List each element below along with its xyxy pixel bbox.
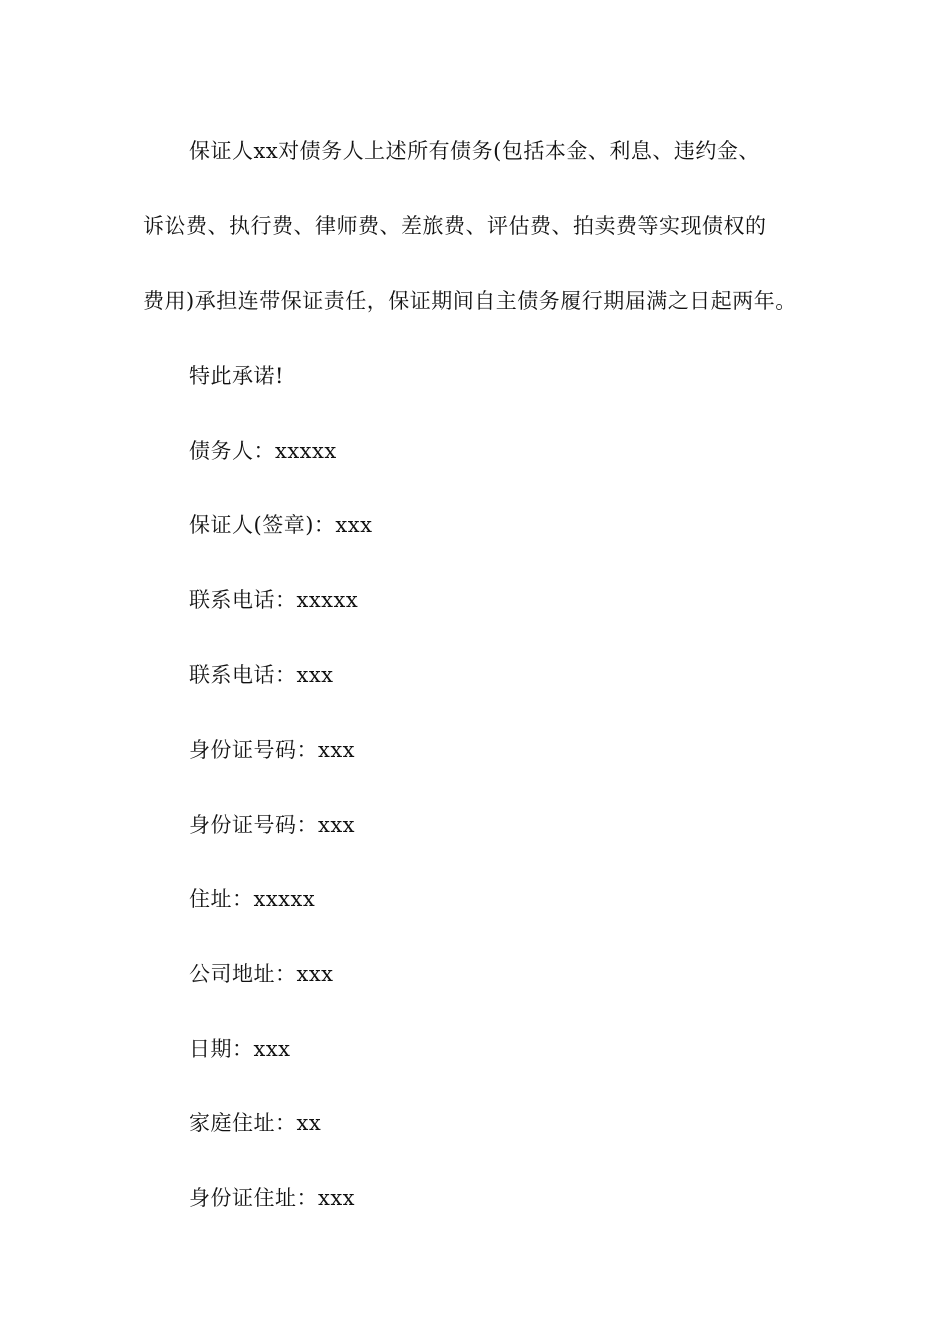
id-number-field-1: 身份证号码：xxx	[189, 738, 356, 762]
guarantee-paragraph-line-3: 费用)承担连带保证责任，保证期间自主债务履行期届满之日起两年。	[143, 289, 797, 313]
phone-field-1: 联系电话：xxxxx	[189, 588, 359, 612]
guarantee-paragraph-line-1: 保证人xx对债务人上述所有债务(包括本金、利息、违约金、	[189, 139, 760, 163]
date-field: 日期：xxx	[189, 1037, 291, 1061]
id-address-field: 身份证住址：xxx	[189, 1186, 356, 1210]
home-address-field: 家庭住址：xx	[189, 1111, 322, 1135]
debtor-field: 债务人：xxxxx	[189, 439, 337, 463]
closing-statement: 特此承诺!	[189, 364, 284, 388]
guarantee-paragraph-line-2: 诉讼费、执行费、律师费、差旅费、评估费、拍卖费等实现债权的	[143, 214, 767, 238]
address-field: 住址：xxxxx	[189, 887, 316, 911]
phone-field-2: 联系电话：xxx	[189, 663, 334, 687]
guarantor-signature-field: 保证人(签章)：xxx	[189, 513, 373, 537]
id-number-field-2: 身份证号码：xxx	[189, 813, 356, 837]
company-address-field: 公司地址：xxx	[189, 962, 334, 986]
